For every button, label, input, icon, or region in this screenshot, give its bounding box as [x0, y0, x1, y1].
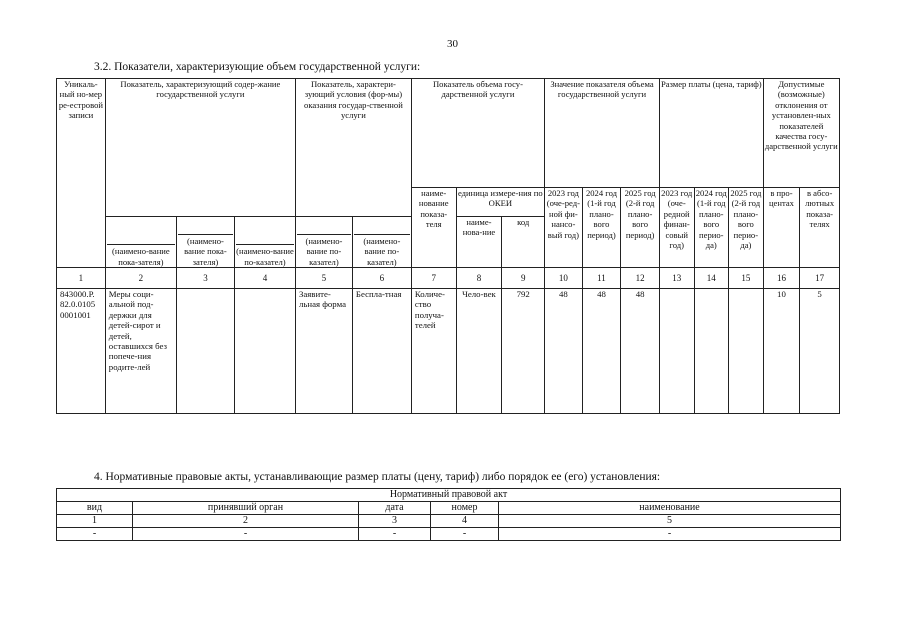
column-number: 6 [352, 268, 411, 289]
subheader-col-4: (наимено-вание по-казател) [236, 246, 294, 267]
column-number: 4 [234, 268, 295, 289]
header-name: наименование [499, 502, 841, 515]
header-unit-code: код [502, 217, 545, 268]
act-number: - [431, 528, 499, 541]
column-number: 9 [502, 268, 545, 289]
unit-code: 792 [502, 289, 545, 414]
value-2024: 48 [582, 289, 621, 414]
column-number: 13 [659, 268, 694, 289]
volume-indicator-name: Количе-ство получа-телей [411, 289, 456, 414]
content-indicator-value-2 [176, 289, 234, 414]
column-number: 17 [800, 268, 840, 289]
condition-form: Заявите-льная форма [295, 289, 352, 414]
column-number: 1 [57, 515, 133, 528]
act-type: - [57, 528, 133, 541]
section-4-heading: 4. Нормативные правовые акты, устанавливающие размер платы (цену, тариф) либо порядок ее (его) установления: [94, 471, 661, 483]
fee-2024 [694, 289, 729, 414]
value-2023: 48 [545, 289, 583, 414]
header-deviation-absolute: в абсо-лютных показа-телях [800, 188, 840, 268]
column-number: 3 [176, 268, 234, 289]
column-number: 1 [57, 268, 106, 289]
header-fee-2025: 2025 год (2-й год плано-вого перио-да) [729, 188, 764, 268]
subheader-col-3: (наимено-вание пока-зателя) [178, 234, 233, 267]
column-number: 16 [763, 268, 800, 289]
normative-act-title: Нормативный правовой акт [57, 489, 841, 502]
header-allowed-deviation: Допустимые (возможные) отклонения от установлен-ных показателей качества госу-дарственной услуги [763, 79, 839, 188]
column-number: 8 [456, 268, 502, 289]
column-number: 3 [359, 515, 431, 528]
act-issuing-body: - [133, 528, 359, 541]
column-number: 2 [105, 268, 176, 289]
registry-record-number: 843000.Р. 82.0.0105 0001001 [57, 289, 106, 414]
header-conditions-indicator: Показатель, характери-зующий условия (фор-мы) оказания государ-ственной услуги [295, 79, 411, 217]
section-3-2-heading: 3.2. Показатели, характеризующие объем государственной услуги: [94, 61, 421, 73]
header-volume-indicator: Показатель объема госу-дарственной услуги [411, 79, 544, 188]
deviation-absolute: 5 [800, 289, 840, 414]
header-value-2024: 2024 год (1-й год плано-вого период) [582, 188, 621, 268]
header-unit-name: наиме-нова-ние [456, 217, 502, 268]
subheader-col-2: (наимено-вание пока-зателя) [107, 244, 175, 267]
column-number: 14 [694, 268, 729, 289]
value-2025: 48 [621, 289, 660, 414]
header-fee-2024: 2024 год (1-й год плано-вого перио-да) [694, 188, 729, 268]
fee-2025 [729, 289, 764, 414]
header-value-2023: 2023 год (оче-ред-ной фи-нансо-вый год) [545, 188, 583, 268]
normative-acts-table [56, 488, 841, 541]
page-number: 30 [447, 38, 458, 50]
fee-2023 [659, 289, 694, 414]
column-number: 2 [133, 515, 359, 528]
header-fee-size: Размер платы (цена, тариф) [659, 79, 763, 188]
condition-payment: Беспла-тная [352, 289, 411, 414]
subheader-col-5: (наимено-вание по-казател) [297, 234, 351, 267]
column-number: 12 [621, 268, 660, 289]
header-indicator-name: наиме-нование показа-теля [411, 188, 456, 268]
act-date: - [359, 528, 431, 541]
column-number: 10 [545, 268, 583, 289]
act-name: - [499, 528, 841, 541]
column-number: 5 [295, 268, 352, 289]
header-unit-okei: единица измере-ния по ОКЕИ [456, 188, 544, 217]
deviation-percent: 10 [763, 289, 800, 414]
column-number-row [57, 268, 840, 289]
header-indicator-value: Значение показателя объема государственной услуги [545, 79, 660, 188]
table-row [57, 289, 840, 414]
header-fee-2023: 2023 год (оче-редной финан-совый год) [659, 188, 694, 268]
header-value-2025: 2025 год (2-й год плано-вого период) [621, 188, 660, 268]
column-number: 4 [431, 515, 499, 528]
column-number: 5 [499, 515, 841, 528]
subheader-col-6: (наимено-вание по-казател) [354, 234, 410, 267]
column-number: 11 [582, 268, 621, 289]
column-number: 15 [729, 268, 764, 289]
content-indicator-value: Меры соци-альной под-держки для детей-сирот и детей, оставшихся без попече-ния родите-лей [105, 289, 176, 414]
header-number: номер [431, 502, 499, 515]
header-content-indicator: Показатель, характеризующий содер-жание государственной услуги [105, 79, 295, 217]
unit-name: Чело-век [456, 289, 502, 414]
header-type: вид [57, 502, 133, 515]
header-deviation-percent: в про-центах [763, 188, 800, 268]
content-indicator-value-3 [234, 289, 295, 414]
header-unique-number: Уникаль-ный но-мер ре-естровой записи [57, 79, 106, 268]
volume-indicators-table [56, 78, 840, 414]
header-date: дата [359, 502, 431, 515]
column-number: 7 [411, 268, 456, 289]
header-issuing-body: принявший орган [133, 502, 359, 515]
table-row [57, 528, 841, 541]
